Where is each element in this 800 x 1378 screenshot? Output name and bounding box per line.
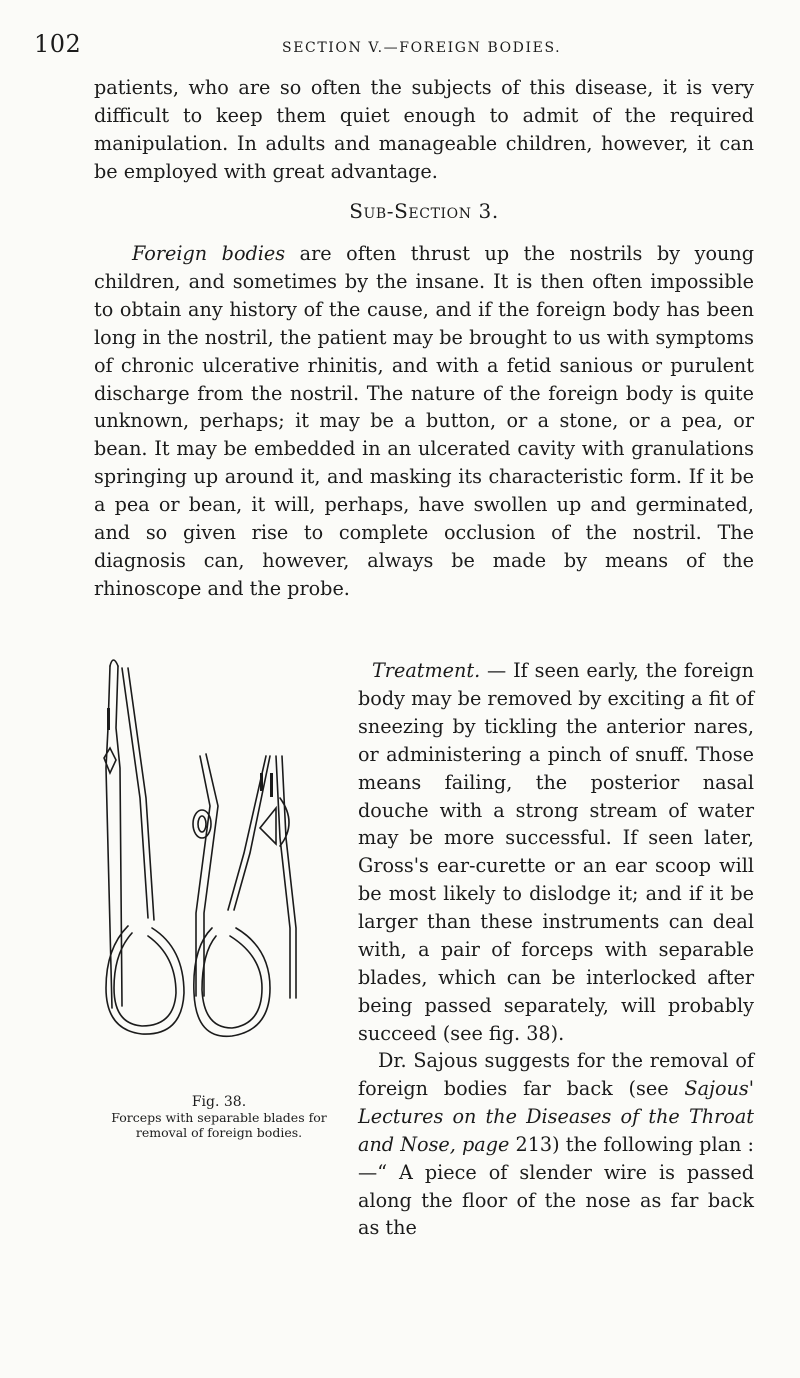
paragraph-3-text: — If seen early, the foreign body may be removed by exciting a fit of sneezing by tickling the anterior nares, or administering a pinch of snuff. Those means failing, the posterior nasal douche with a strong stream of water may be more successful. If seen later, Gross's ear-curette or an ear scoop will be most likely to dislodge it; and if it be larger than these instruments can deal with, a pair of forceps with separable blades, which can be interlocked after being passed separately, will probably succeed (see fig. 38). (358, 659, 754, 1045)
paragraph-continuation (94, 74, 754, 186)
forceps-right-blade (276, 756, 296, 998)
running-head: SECTION V.—FOREIGN BODIES. (282, 40, 562, 56)
figure-caption-line-2: removal of foreign bodies. (135, 1125, 303, 1140)
figure-number: Fig. 38. (191, 1094, 247, 1110)
paragraph-sajous (358, 1047, 754, 1242)
subsection-heading: Sub-Section 3. (349, 199, 499, 223)
forceps-left-finger-ring (106, 926, 184, 1034)
paragraph-4-reference: Sajous' Lectures on the Diseases of the Throat and Nose, page (358, 1076, 754, 1156)
figure-caption (94, 1095, 344, 1140)
paragraph-2-lead: Foreign bodies (132, 242, 286, 265)
paragraph-4-tail: 213) the following plan :—“ A piece of slender wire is passed along the floor of the nose as far back as the (358, 1132, 754, 1240)
paragraph-treatment (358, 657, 754, 1048)
page-number: 102 (34, 30, 82, 58)
paragraph-4-lead: Dr. Sajous suggests for the removal of foreign bodies far back (see (358, 1049, 754, 1100)
paragraph-2-text: are often thrust up the nostrils by young children, and sometimes by the insane. It is then often impossible to obtain any history of the cause, and if the foreign body has been long in the nostril, the patient may be brought to us with symptoms of chronic ulcerative rhinitis, and with a fetid sanious or purulent discharge from the nostril. The nature of the foreign body is quite unknown, perhaps; it may be a button, or a stone, or a pea, or bean. It may be embedded in an ulcerated cavity with granulations springing up around it, and masking its characteristic form. If it be a pea or bean, it will, perhaps, have swollen up and germinated, and so given rise to complete occlusion of the nostril. The diagnosis can, however, always be made by means of the rhinoscope and the probe. (94, 242, 754, 600)
forceps-illustration (100, 648, 350, 1068)
paragraph-foreign-bodies (94, 240, 754, 603)
paragraph-3-lead: Treatment. (372, 659, 481, 682)
figure-caption-line-1: Forceps with separable blades for (111, 1110, 327, 1125)
forceps-right-finger-ring (194, 928, 270, 1036)
paragraph-1-text: patients, who are so often the subjects of this disease, it is very difficult to keep them quiet enough to admit of the required manipulation. In adults and manageable children, however, it can be employed with great advantage. (94, 76, 754, 183)
